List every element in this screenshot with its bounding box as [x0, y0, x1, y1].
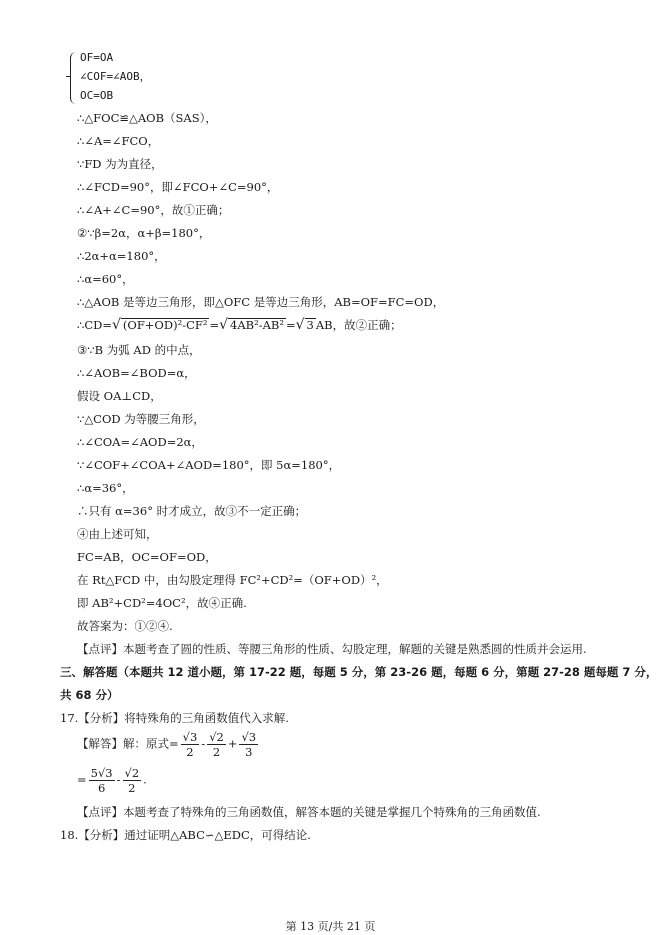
minus: -	[116, 772, 121, 787]
q17-analysis: 17.【分析】将特殊角的三角函数值代入求解.	[60, 711, 289, 725]
fraction-numerator: √2	[209, 730, 224, 744]
sqrt-radicand-1: (OF+OD)²-CF²	[122, 318, 208, 332]
fraction-numerator: 5√3	[90, 766, 113, 780]
period: .	[143, 772, 147, 787]
fraction	[207, 730, 226, 759]
cd-prefix: ∴CD=	[77, 318, 112, 332]
text-line: 故答案为：①②④.	[77, 619, 173, 633]
text-line: ∴∠FCD=90°，即∠FCO+∠C=90°，	[77, 180, 279, 194]
comment-1: 【点评】本题考查了圆的性质、等腰三角形的性质、勾股定理，解题的关键是熟悉圆的性质并会运用.	[77, 642, 587, 656]
equals: =	[209, 318, 220, 332]
fraction-denominator: 2	[128, 781, 136, 795]
plus: +	[227, 736, 238, 751]
text-line: ②∵β=2α，α+β=180°，	[77, 226, 211, 240]
q18-analysis: 18.【分析】通过证明△ABC∽△EDC，可得结论.	[60, 828, 311, 842]
fraction-denominator: 6	[97, 781, 106, 795]
text-line: ∴只有 α=36° 时才成立，故③不一定正确；	[77, 504, 307, 518]
cd-formula-line	[77, 317, 402, 333]
system-line-2: ∠COF=∠AOB，	[80, 70, 151, 83]
text-line: ∴∠A+∠C=90°，故①正确；	[77, 203, 230, 217]
fraction	[89, 766, 115, 795]
sqrt-sign: √	[295, 317, 305, 333]
section-title: 三、解答题（本题共 12 道小题，第 17-22 题，每题 5 分，第 23-26 题，每题 6 分，第题 27-28 题每题 7 分，	[60, 665, 658, 679]
text-line: ③∵B 为弧 AD 的中点，	[77, 343, 201, 357]
text-line: ∴∠COA=∠AOD=2α，	[77, 435, 203, 449]
text-line: ∵FD 为为直径，	[77, 157, 163, 171]
sqrt-radicand-3: 3	[306, 318, 314, 332]
fraction	[123, 766, 142, 795]
q17-result-line	[77, 766, 147, 795]
q17-answer-line	[77, 730, 260, 759]
fraction-denominator: 2	[186, 745, 194, 759]
sqrt-radicand-2: 4AB²-AB²	[230, 318, 284, 332]
text-line: ∵△COD 为等腰三角形，	[77, 412, 205, 426]
text-line: ∴α=36°，	[77, 481, 134, 495]
equals: =	[285, 318, 296, 332]
minus: -	[201, 736, 206, 751]
text-line: FC=AB，OC=OF=OD，	[77, 550, 217, 564]
text-line: ∵∠COF+∠COA+∠AOD=180°，即 5α=180°，	[77, 458, 341, 472]
text-line: 即 AB²+CD²=4OC²，故④正确.	[77, 596, 247, 610]
equals: =	[77, 772, 87, 787]
comment-2: 【点评】本题考查了特殊角的三角函数值，解答本题的关键是掌握几个特殊角的三角函数值.	[77, 805, 541, 819]
sqrt-sign: √	[111, 317, 121, 333]
text-line: ∴∠A=∠FCO，	[77, 134, 160, 148]
text-line: 在 Rt△FCD 中，由勾股定理得 FC²+CD²=（OF+OD）²，	[77, 573, 388, 587]
fraction	[239, 730, 258, 759]
fraction-denominator: 2	[212, 745, 221, 759]
fraction-numerator: √3	[241, 730, 257, 744]
fraction	[181, 730, 200, 759]
answer-label: 【解答】解：原式=	[77, 736, 179, 751]
system-line-1: OF=OA	[80, 51, 114, 64]
text-line: ∴α=60°，	[77, 272, 134, 286]
system-line-3: OC=OB	[80, 89, 114, 102]
page-footer: 第 13 页/共 21 页	[285, 920, 376, 933]
brace	[70, 52, 77, 104]
section-title-cont: 共 68 分）	[60, 688, 119, 702]
cd-suffix: AB，故②正确；	[315, 318, 402, 332]
fraction-numerator: √3	[182, 730, 198, 744]
text-line: ∴△FOC≌△AOB（SAS），	[77, 111, 217, 125]
fraction-denominator: 3	[245, 745, 253, 759]
text-line: ∴∠AOB=∠BOD=α，	[77, 366, 196, 380]
text-line: 假设 OA⊥CD，	[77, 389, 162, 403]
sqrt-sign: √	[219, 317, 229, 333]
text-line: ∴△AOB 是等边三角形，即△OFC 是等边三角形，AB=OF=FC=OD，	[77, 295, 445, 309]
fraction-numerator: √2	[124, 766, 140, 780]
text-line: ∴2α+α=180°，	[77, 249, 166, 263]
text-line: ④由上述可知，	[77, 527, 158, 541]
